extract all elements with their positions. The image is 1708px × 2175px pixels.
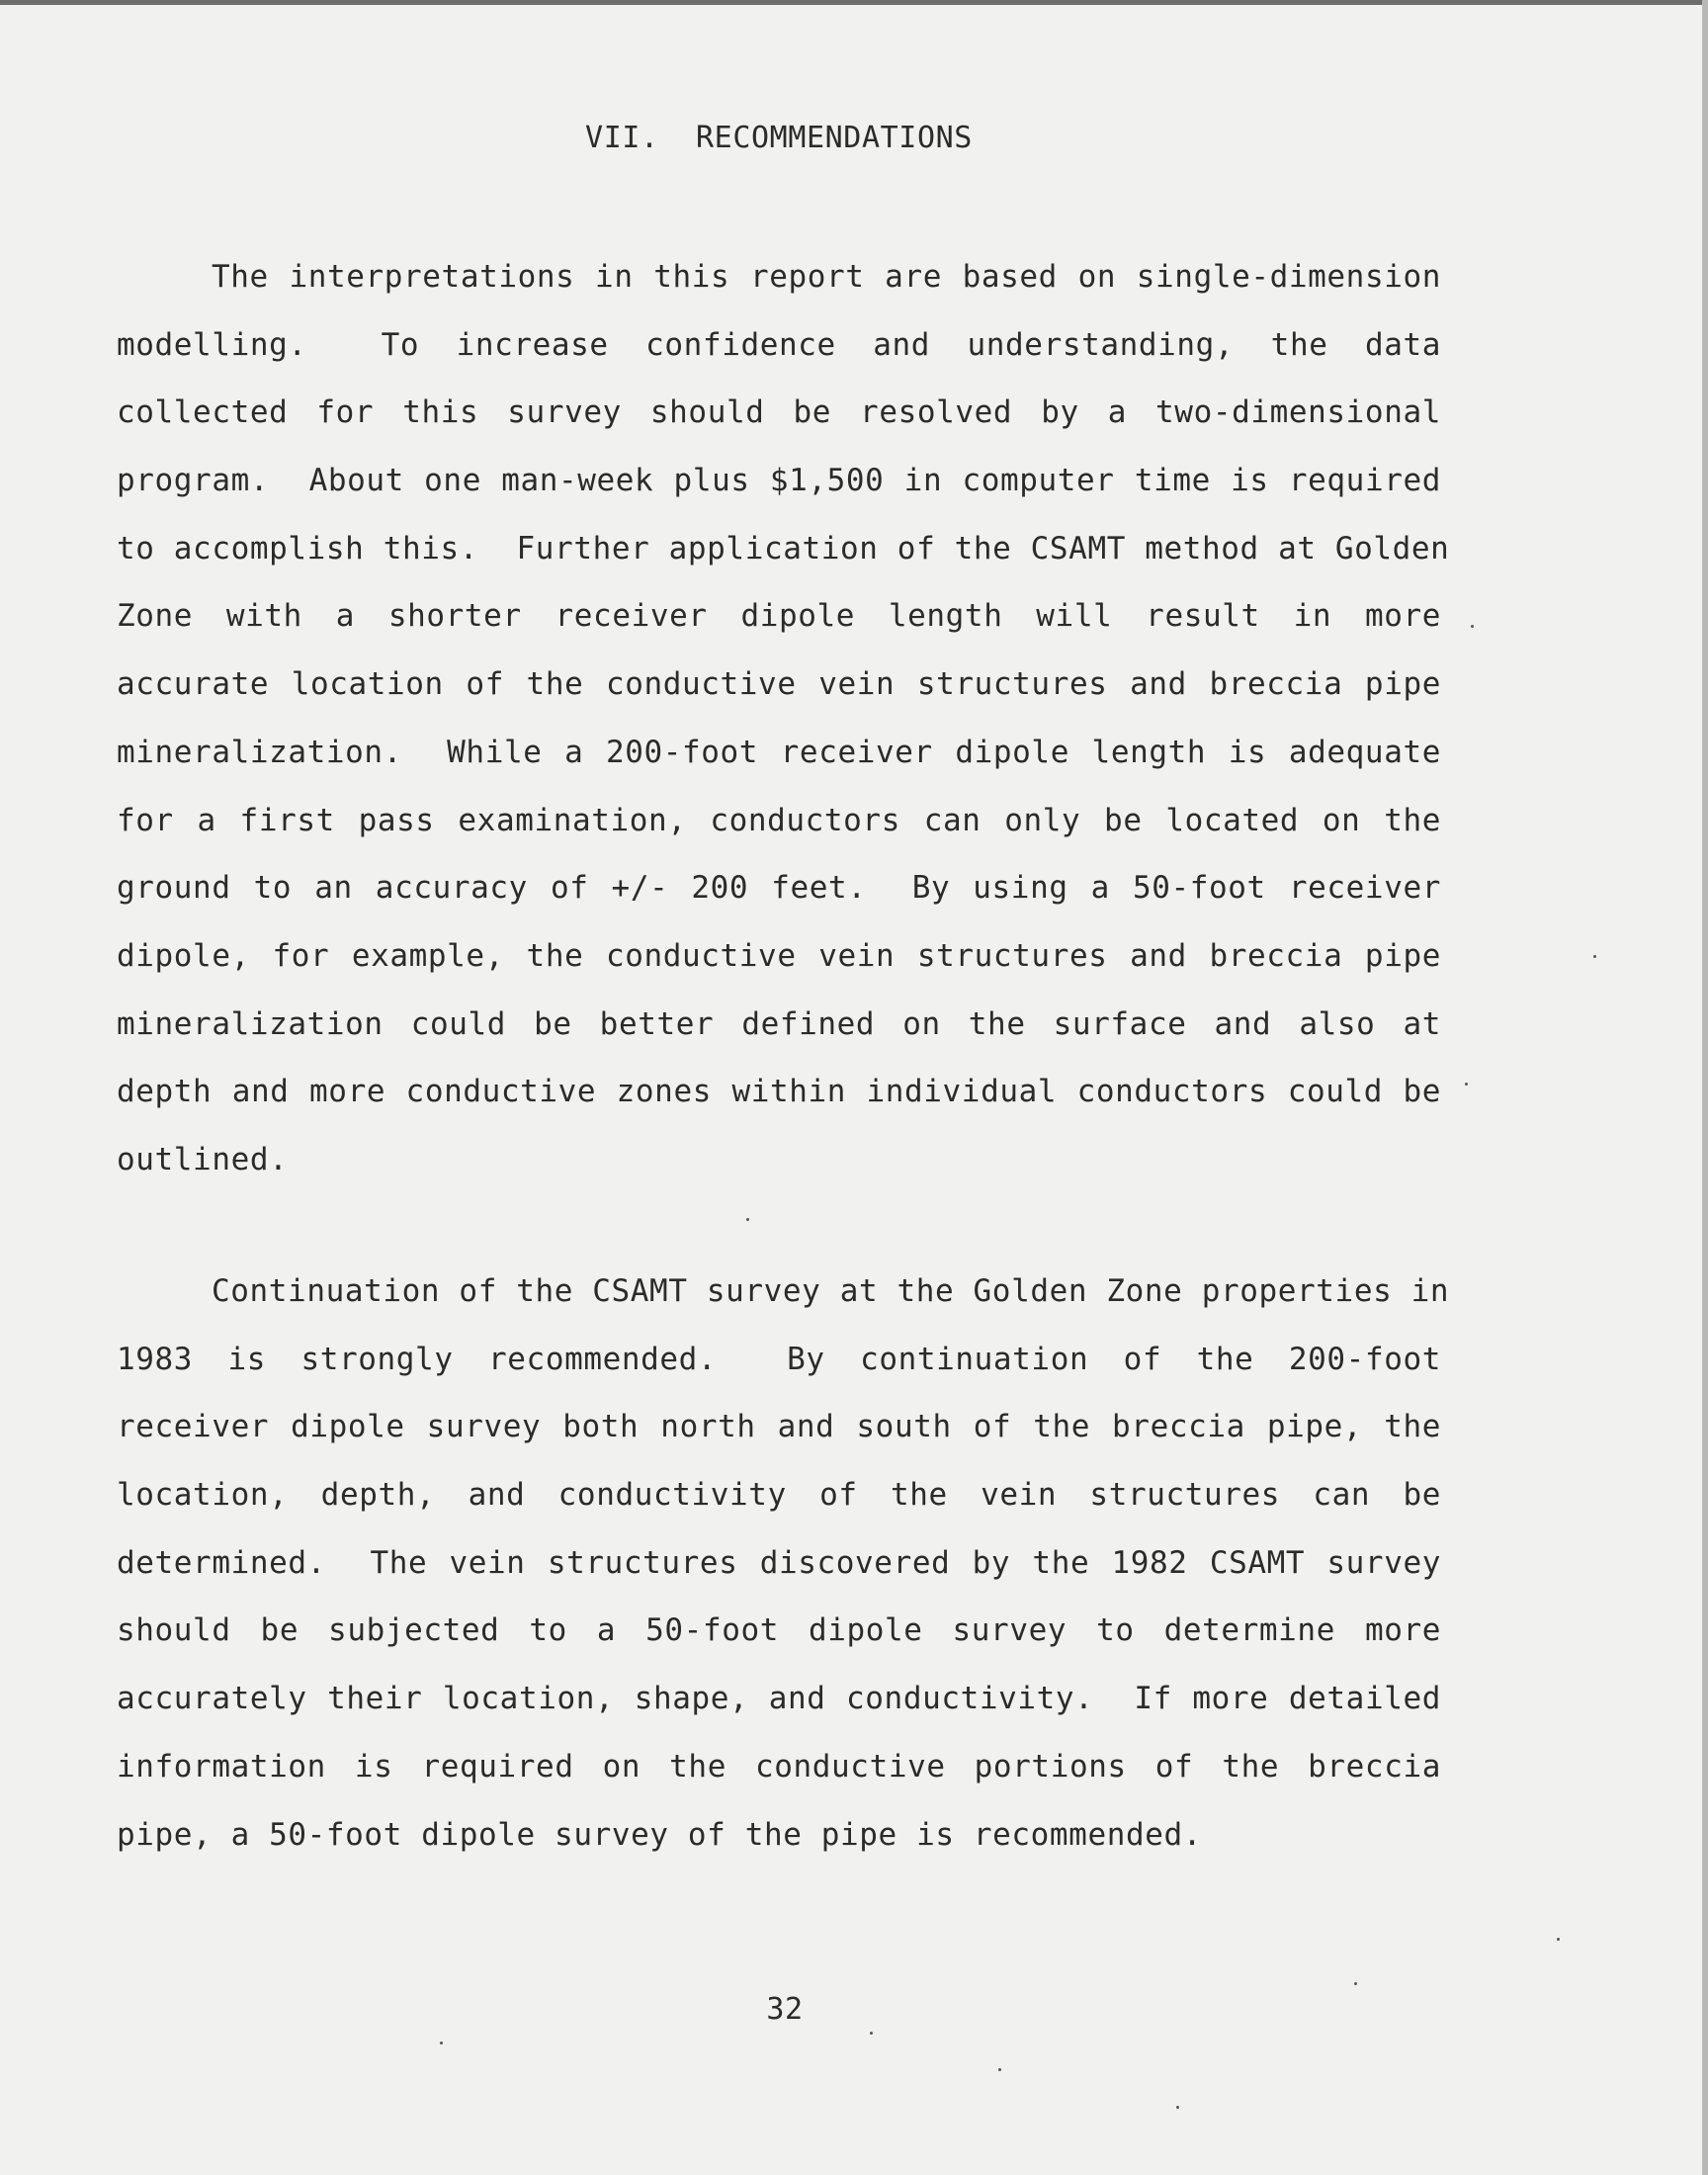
text-line: modelling. To increase confidence and understanding, the data <box>117 326 1441 363</box>
text-line: Zone with a shorter receiver dipole length will result in more <box>117 598 1441 635</box>
text-line: Continuation of the CSAMT survey at the Golden Zone properties in <box>212 1273 1450 1309</box>
text-line: accurately their location, shape, and conductivity. If more detailed <box>117 1681 1441 1717</box>
page-number: 32 <box>766 1992 804 2027</box>
text-line: receiver dipole survey both north and south of the breccia pipe, the <box>117 1409 1441 1445</box>
paragraph-1 <box>117 243 1450 1194</box>
text-line: should be subjected to a 50-foot dipole survey to determine more <box>117 1612 1441 1649</box>
text-line: accurate location of the conductive vein structures and breccia pipe <box>117 666 1441 703</box>
scan-speck <box>1176 2106 1179 2109</box>
scan-speck <box>1465 1083 1468 1086</box>
scan-speck <box>870 2032 873 2035</box>
scan-speck <box>1471 625 1474 628</box>
text-line: depth and more conductive zones within individual conductors could be <box>117 1074 1441 1110</box>
text-line: for a first pass examination, conductors can only be located on the <box>117 802 1441 838</box>
text-line: to accomplish this. Further application of the CSAMT method at Golden <box>117 530 1450 566</box>
scan-top-edge <box>0 0 1708 5</box>
scan-speck <box>1557 1938 1560 1941</box>
paragraph-2 <box>117 1258 1450 1869</box>
scan-speck <box>440 2042 443 2044</box>
text-line: determined. The vein structures discovered by the 1982 CSAMT survey <box>117 1544 1441 1581</box>
text-line: ground to an accuracy of +/- 200 feet. By using a 50-foot receiver <box>117 870 1441 907</box>
text-line: location, depth, and conductivity of the vein structures can be <box>117 1477 1441 1514</box>
text-line: collected for this survey should be resolved by a two-dimensional <box>117 394 1441 431</box>
text-line: program. About one man-week plus $1,500 in computer time is required <box>117 463 1441 499</box>
text-line: pipe, a 50-foot dipole survey of the pipe is recommended. <box>117 1816 1203 1853</box>
text-line: dipole, for example, the conductive vein structures and breccia pipe <box>117 937 1441 974</box>
text-line: information is required on the conductive portions of the breccia <box>117 1748 1441 1784</box>
scan-speck <box>1354 1982 1357 1985</box>
text-line: mineralization. While a 200-foot receiver dipole length is adequate <box>117 734 1441 770</box>
scan-speck <box>746 1218 749 1221</box>
text-line: The interpretations in this report are based on single-dimension <box>212 259 1441 295</box>
text-line: outlined. <box>117 1141 289 1177</box>
scan-right-edge <box>1702 0 1708 2175</box>
section-title: VII. RECOMMENDATIONS <box>585 121 973 155</box>
scan-speck <box>998 2068 1001 2071</box>
scan-speck <box>1593 955 1596 958</box>
text-line: 1983 is strongly recommended. By continuation of the 200-foot <box>117 1341 1441 1377</box>
text-line: mineralization could be better defined on the surface and also at <box>117 1005 1441 1042</box>
